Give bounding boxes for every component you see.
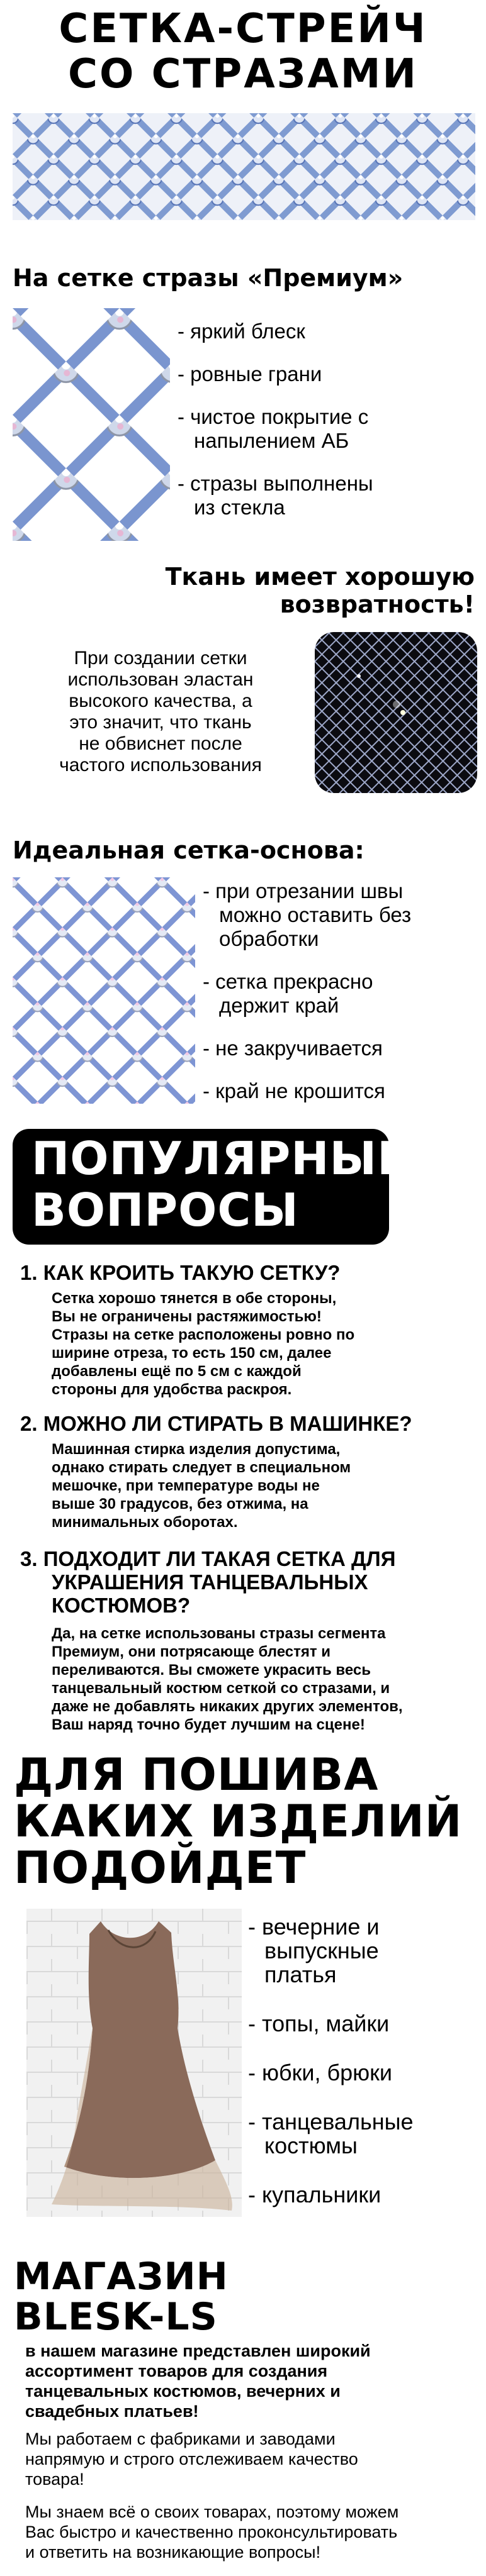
usage-bullet: платья <box>264 1962 337 1987</box>
faq-badge-line: ВОПРОСЫ <box>31 1184 299 1236</box>
stretch-text-line: При создании сетки <box>74 648 247 669</box>
shop-text-line: Мы знаем всё о своих товарах, поэтому можем <box>25 2502 399 2521</box>
faq-answer-line: минимальных оборотах. <box>52 1514 238 1531</box>
premium-bullet: - ровные грани <box>178 362 322 386</box>
base-heading: Идеальная сетка-основа: <box>13 836 364 864</box>
usage-heading-line: ДЛЯ ПОШИВА <box>14 1749 379 1801</box>
shop-paragraph-3 <box>25 2502 478 2562</box>
stretch-text-line: частого использования <box>59 755 262 775</box>
title-line-1: СЕТКА-СТРЕЙЧ <box>59 6 427 52</box>
shop-text-line: Мы работаем с фабриками и заводами <box>25 2429 336 2448</box>
base-bullets <box>203 879 411 1103</box>
usage-bullets <box>248 1915 414 2207</box>
base-mesh-image <box>13 877 195 1104</box>
stretch-heading <box>9 563 475 618</box>
base-bullet: - при отрезании швы <box>203 879 404 902</box>
shop-paragraph-1 <box>25 2341 478 2421</box>
faq-badge <box>13 1129 409 1245</box>
faq-q3-title <box>20 1547 480 1617</box>
faq-answer-line: танцевальный костюм сеткой со стразами, и <box>52 1680 390 1697</box>
faq-answer-line: стороны для удобства раскроя. <box>52 1381 292 1398</box>
shop-heading-line: МАГАЗИН <box>14 2255 229 2299</box>
faq-q1-answer <box>52 1289 467 1399</box>
faq-answer-line: Сетка хорошо тянется в обе стороны, <box>52 1290 337 1307</box>
base-bullet: держит край <box>219 994 339 1017</box>
dress-photo <box>26 1909 242 2217</box>
base-bullet: - сетка прекрасно <box>203 970 373 993</box>
premium-bullet: - яркий блеск <box>178 319 305 343</box>
page-title <box>0 6 486 97</box>
faq-q3-answer <box>52 1624 480 1734</box>
faq-answer-line: Стразы на сетке расположены ровно по <box>52 1326 355 1343</box>
usage-bullet: - купальники <box>248 2182 381 2207</box>
dark-mesh-image <box>315 632 477 793</box>
usage-bullet: выпускные <box>264 1938 379 1963</box>
mesh-banner-image <box>13 113 475 220</box>
premium-bullet: - чистое покрытие с <box>178 405 369 428</box>
premium-mesh-image <box>13 308 170 541</box>
faq-answer-line: Машинная стирка изделия допустима, <box>52 1441 341 1458</box>
usage-heading <box>14 1749 480 1894</box>
premium-bullet: из стекла <box>194 496 285 519</box>
faq-q2-title: 2. МОЖНО ЛИ СТИРАТЬ В МАШИНКЕ? <box>20 1412 412 1435</box>
faq-answer-line: Премиум, они потрясающе блестят и <box>52 1643 331 1660</box>
usage-heading-line: ПОДОЙДЕТ <box>14 1842 307 1894</box>
faq-badge-line: ПОПУЛЯРНЫЕ <box>31 1132 409 1185</box>
shop-text-line: и ответить на возникающие вопросы! <box>25 2543 321 2562</box>
faq-answer-line: однако стирать следует в специальном <box>52 1459 351 1476</box>
stretch-text-line: не обвиснет после <box>79 733 242 754</box>
stretch-heading-line: Ткань имеет хорошую <box>165 563 475 591</box>
shop-text-line: напрямую и строго отслеживаем качество <box>25 2450 358 2468</box>
usage-bullet: - топы, майки <box>248 2011 390 2036</box>
premium-bullet: напылением АБ <box>194 429 349 452</box>
usage-bullet: костюмы <box>264 2133 358 2158</box>
faq-answer-line: переливаются. Вы сможете украсить весь <box>52 1662 371 1679</box>
faq-answer-line: Вы не ограничены растяжимостью! <box>52 1308 322 1325</box>
title-line-2: СО СТРАЗАМИ <box>68 51 418 97</box>
faq-q2-answer <box>52 1440 467 1531</box>
faq-answer-line: мешочке, при температуре воды не <box>52 1477 320 1494</box>
faq-answer-line: Да, на сетке использованы стразы сегмента <box>52 1625 386 1642</box>
stretch-text <box>13 648 308 776</box>
shop-text-line: в нашем магазине представлен широкий <box>25 2341 371 2360</box>
usage-bullet: - танцевальные <box>248 2109 414 2135</box>
faq-q1-title: 1. КАК КРОИТЬ ТАКУЮ СЕТКУ? <box>20 1261 341 1284</box>
shop-heading-line: BLESK-LS <box>14 2295 218 2339</box>
shop-paragraph-2 <box>25 2429 478 2489</box>
stretch-heading-line: возвратность! <box>280 591 475 618</box>
shop-text-line: ассортимент товаров для создания <box>25 2362 328 2380</box>
base-bullet: - край не крошится <box>203 1079 385 1102</box>
shop-text-line: товара! <box>25 2470 84 2489</box>
faq-answer-line: Ваш наряд точно будет лучшим на сцене! <box>52 1716 365 1733</box>
usage-bullet: - вечерние и <box>248 1914 380 1940</box>
premium-bullets <box>178 319 373 519</box>
faq-q3-title-line: 3. ПОДХОДИТ ЛИ ТАКАЯ СЕТКА ДЛЯ <box>20 1547 396 1570</box>
faq-answer-line: даже не добавлять никаких других элементов, <box>52 1698 403 1715</box>
stretch-text-line: использован эластан <box>67 669 254 690</box>
base-bullet: - не закручивается <box>203 1036 383 1060</box>
stretch-text-line: это значит, что ткань <box>69 712 252 733</box>
shop-text-line: свадебных платьев! <box>25 2402 199 2421</box>
base-bullet: обработки <box>219 927 319 950</box>
shop-text-line: Вас быстро и качественно проконсультировать <box>25 2523 398 2541</box>
shop-heading <box>14 2257 480 2337</box>
faq-q3-title-line: КОСТЮМОВ? <box>52 1594 191 1617</box>
faq-answer-line: выше 30 градусов, без отжима, на <box>52 1496 308 1513</box>
faq-answer-line: добавлены ещё по 5 см с каждой <box>52 1363 302 1380</box>
base-bullet: можно оставить без <box>219 903 412 926</box>
shop-text-line: танцевальных костюмов, вечерних и <box>25 2382 341 2401</box>
premium-bullet: - стразы выполнены <box>178 472 373 495</box>
faq-answer-line: ширине отреза, то есть 150 см, далее <box>52 1345 332 1362</box>
stretch-text-line: высокого качества, а <box>69 691 252 711</box>
premium-heading: На сетке стразы «Премиум» <box>13 264 404 292</box>
faq-q3-title-line: УКРАШЕНИЯ ТАНЦЕВАЛЬНЫХ <box>52 1570 368 1594</box>
usage-bullet: - юбки, брюки <box>248 2060 392 2085</box>
usage-heading-line: КАКИХ ИЗДЕЛИЙ <box>14 1796 463 1847</box>
